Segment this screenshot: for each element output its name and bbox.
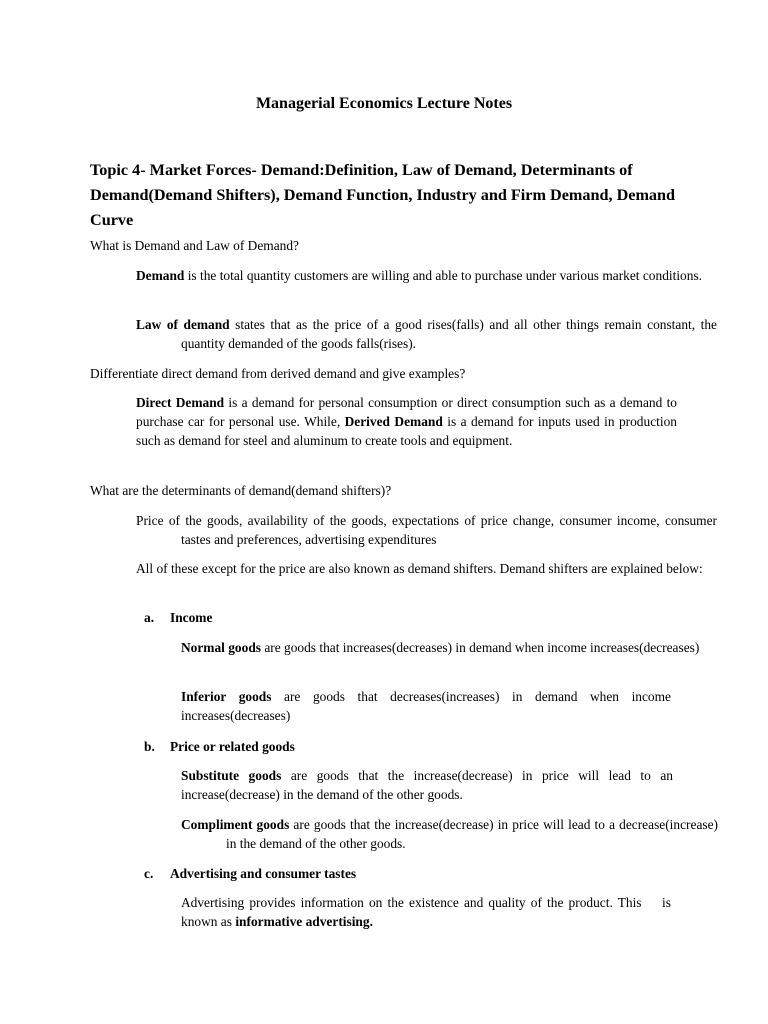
topic-heading: Topic 4- Market Forces- Demand:Definition, Law of Demand, Determinants of Demand(Demand Shifters), Demand Function, Industry and Firm Demand, Demand Curve <box>90 161 676 229</box>
direct-demand-text: is a demand for personal consumption or direct consumption such as a demand to purchase car for personal use. While, <box>136 395 677 429</box>
question-1: What is Demand and Law of Demand? <box>90 238 299 253</box>
section-b-heading <box>144 737 664 756</box>
document-title: Managerial Economics Lecture Notes <box>255 95 513 112</box>
direct-demand-term: Direct Demand <box>136 395 225 410</box>
section-a-letter: a. <box>144 610 155 625</box>
derived-demand-text: is a demand for inputs used in production such as demand for steel and aluminum to create tools and equipment. <box>136 414 677 448</box>
inferior-goods-definition <box>181 687 671 725</box>
section-b-letter: b. <box>144 739 155 754</box>
section-a-heading <box>144 608 664 627</box>
law-of-demand-text: states that as the price of a good rises(falls) and all other things remain constant, the quantity demanded of the goods falls(rises). <box>181 317 717 351</box>
direct-derived-paragraph <box>136 393 677 450</box>
substitute-goods-definition <box>181 766 673 804</box>
derived-demand-term: Derived Demand <box>344 414 443 429</box>
compliment-goods-text: are goods that the increase(decrease) in price will lead to a decrease(increase) in the demand of the other goods. <box>226 817 718 851</box>
normal-goods-text: are goods that increases(decreases) in demand when income increases(decreases) <box>260 640 700 655</box>
inferior-goods-term: Inferior goods <box>181 689 272 704</box>
section-a-title: Income <box>170 610 213 625</box>
determinants-paragraph: Price of the goods, availability of the goods, expectations of price change, consumer income, consumer tastes and preferences, advertising expenditures <box>136 513 717 547</box>
section-c-letter: c. <box>144 866 154 881</box>
shifters-paragraph: All of these except for the price are also known as demand shifters. Demand shifters are explained below: <box>136 561 703 576</box>
normal-goods-definition <box>181 638 716 657</box>
substitute-goods-text: are goods that the increase(decrease) in price will lead to an increase(decrease) in the demand of the other goods. <box>181 768 674 802</box>
question-3: What are the determinants of demand(demand shifters)? <box>90 483 392 498</box>
normal-goods-term: Normal goods <box>181 640 261 655</box>
advertising-paragraph <box>181 893 675 931</box>
section-b-title: Price or related goods <box>170 739 295 754</box>
demand-term: Demand <box>136 268 185 283</box>
section-c-heading <box>144 864 664 883</box>
substitute-goods-term: Substitute goods <box>181 768 282 783</box>
section-c-title: Advertising and consumer tastes <box>170 866 357 881</box>
advertising-text: Advertising provides information on the existence and quality of the product. This is known as <box>181 895 675 929</box>
informative-advertising-term: informative advertising. <box>235 914 373 929</box>
demand-definition <box>136 266 717 285</box>
question-2: Differentiate direct demand from derived demand and give examples? <box>90 366 466 381</box>
inferior-goods-text: are goods that decreases(increases) in demand when income increases(decreases) <box>181 689 671 723</box>
demand-definition-text: is the total quantity customers are willing and able to purchase under various market conditions. <box>184 268 702 283</box>
compliment-goods-term: Compliment goods <box>181 817 290 832</box>
compliment-goods-definition <box>181 815 718 853</box>
law-of-demand-definition <box>136 315 717 353</box>
law-of-demand-term: Law of demand <box>136 317 230 332</box>
